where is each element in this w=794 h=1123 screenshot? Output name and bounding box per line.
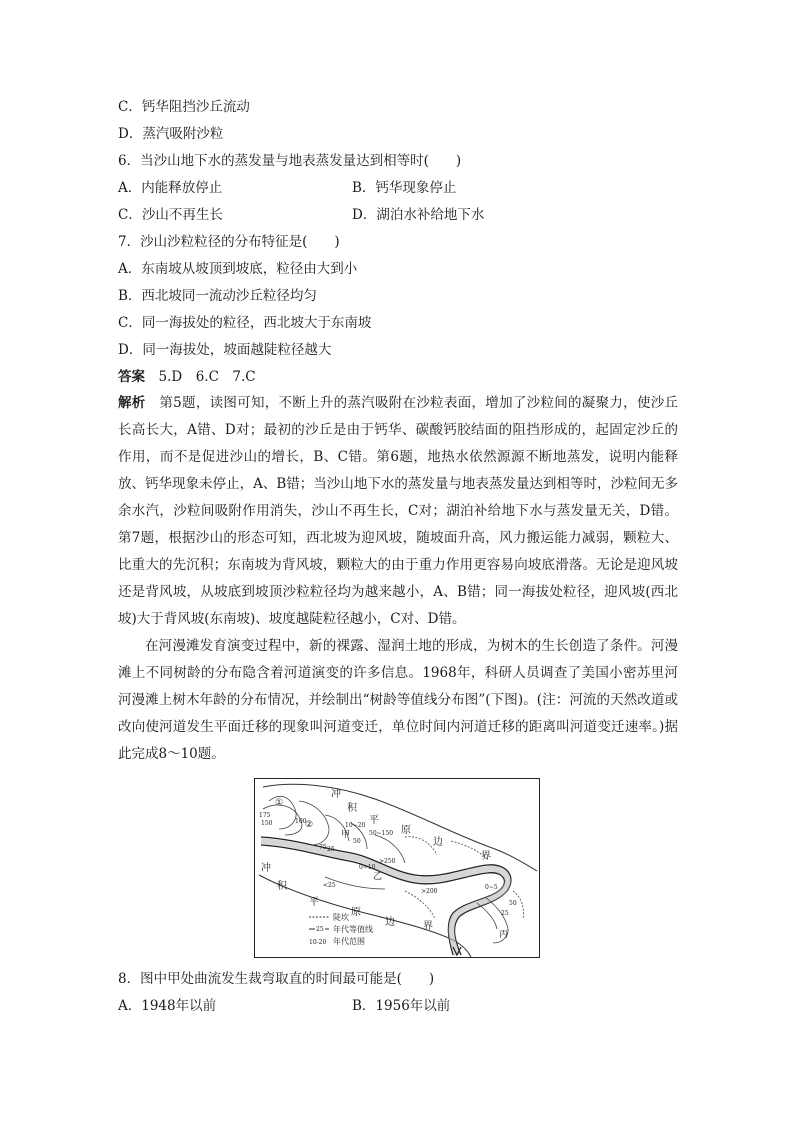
analysis-paragraph [118, 390, 678, 633]
passage-paragraph: 在河漫滩发育演变过程中，新的裸露、湿润土地的形成，为树木的生长创造了条件。河漫滩上不同树龄的分布隐含着河道演变的许多信息。1968年，科研人员调查了美国小密苏里河河漫滩上树木年龄的分布情况，并绘制出“树龄等值线分布图”(下图)。(注：河流的天然改道或改向使河道发生平面迁移的现象叫河道变迁，单位时间内河道迁移的距离叫河道变迁速率。)据此完成8～10题。 [118, 638, 678, 762]
q6-option-c: C．沙山不再生长 [118, 207, 223, 223]
top-label-2: 积 [347, 803, 357, 814]
legend-range-sample: 10-20 [309, 939, 327, 946]
q7-option-d: D．同一海拔处，坡面越陡粒径越大 [118, 342, 332, 358]
marker-yi: 乙 [373, 872, 383, 882]
bottom-label-1: 冲 [261, 863, 271, 874]
contour-50-150: 50~150 [369, 830, 394, 837]
q6-option-a: A．内能释放停止 [118, 180, 223, 196]
river-outer [261, 837, 511, 955]
marker-1: ① [275, 798, 284, 808]
top-label-5: 边 [433, 837, 443, 848]
contour-gt250: >250 [379, 858, 396, 865]
answer-label: 答案 [118, 369, 145, 385]
q8-option-b: B．1956年以前 [352, 998, 451, 1014]
q7-option-a: A．东南坡从坡顶到坡底，粒径由大到小 [118, 261, 358, 277]
bottom-label-3: 平 [309, 897, 319, 908]
q8-option-a: A．1948年以前 [118, 998, 217, 1014]
contour-0-5: 0~5 [485, 884, 498, 891]
q6-option-b: B．钙华现象停止 [352, 180, 457, 196]
analysis-text: 第5题，读图可知，不断上升的蒸汽吸附在沙粒表面，增加了沙粒间的凝聚力，使沙丘长高长大，A错、D对；最初的沙丘是由于钙华、碳酸钙胶结面的阻挡形成的，起固定沙丘的作用，而不是促进沙山的增长，B、C错。第6题，地热水依然源源不断地蒸发，说明内能释放、钙华现象未停止，A、B错；当沙山地下水的蒸发量与地表蒸发量达到相等时，沙粒间无多余水汽，沙粒间吸附作用消失，沙山不再生长，C对；湖泊补给地下水与蒸发量无关，D错。第7题，根据沙山的形态可知，西北坡为迎风坡，随坡面升高，风力搬运能力减弱，颗粒大、比重大的先沉积；东南坡为背风坡，颗粒大的由于重力作用更容易向坡底滑落。无论是迎风坡还是背风坡，从坡底到坡顶沙粒粒径均为越来越小，A、B错；同一海拔处粒径，迎风坡(西北坡)大于背风坡(东南坡)、坡度越陡粒径越小，C对、D错。 [118, 395, 679, 627]
q7-stem: 7．沙山沙粒粒径的分布特征是( ) [118, 234, 340, 250]
q6-stem: 6．当沙山地下水的蒸发量与地表蒸发量达到相等时( ) [118, 153, 462, 169]
contour-50: 50 [353, 838, 361, 845]
contour-bing-50: 50 [509, 900, 517, 907]
contour-10-20: 10~20 [345, 822, 366, 829]
marker-bing: 丙 [499, 930, 509, 940]
q7-option-b: B．西北坡同一流动沙丘粒径均匀 [118, 288, 317, 304]
contour-lt25: <25 [323, 882, 336, 889]
contour-150: 150 [261, 820, 273, 827]
contour-175: 175 [259, 812, 271, 819]
bottom-label-6: 界 [423, 921, 433, 932]
legend-range-label: 年代范围 [333, 937, 365, 946]
contour-gt200: >200 [421, 888, 438, 895]
contour-0-10: 0~10 [359, 864, 376, 871]
legend-scarp-label: 陡坎 [333, 913, 349, 922]
top-label-6: 界 [481, 851, 491, 862]
q8-stem: 8．图中甲处曲流发生裁弯取直的时间最可能是( ) [118, 971, 435, 987]
answer-line [118, 367, 256, 387]
contour-bing-25: 25 [501, 910, 509, 917]
legend-isoline-label: 年代等值线 [333, 925, 373, 934]
q5-option-c: C．钙华阻挡沙丘流动 [118, 99, 250, 115]
q6-option-d: D．湖泊水补给地下水 [352, 207, 485, 223]
scarp-3 [405, 891, 435, 919]
contour-100: 100 [295, 818, 307, 825]
contour-25: 25 [327, 846, 335, 853]
bottom-label-4: 原 [351, 907, 361, 918]
q5-option-d: D．蒸汽吸附沙粒 [118, 126, 224, 142]
marker-jia: 甲 [341, 830, 351, 840]
answer-text: 5.D 6.C 7.C [158, 369, 256, 385]
contour-75: 75 [319, 844, 327, 851]
top-label-3: 平 [369, 815, 379, 826]
top-label-4: 原 [401, 825, 411, 836]
bottom-label-2: 积 [277, 881, 287, 892]
q7-option-c: C．同一海拔处的粒径，西北坡大于东南坡 [118, 315, 372, 331]
tree-age-isoline-map [254, 778, 540, 958]
bottom-label-5: 边 [385, 917, 395, 928]
legend-isoline-sample: 25 [316, 926, 324, 933]
top-label-1: 冲 [331, 789, 341, 800]
marker-2: ② [305, 820, 314, 830]
analysis-label: 解析 [118, 395, 146, 411]
map-svg [255, 779, 539, 957]
